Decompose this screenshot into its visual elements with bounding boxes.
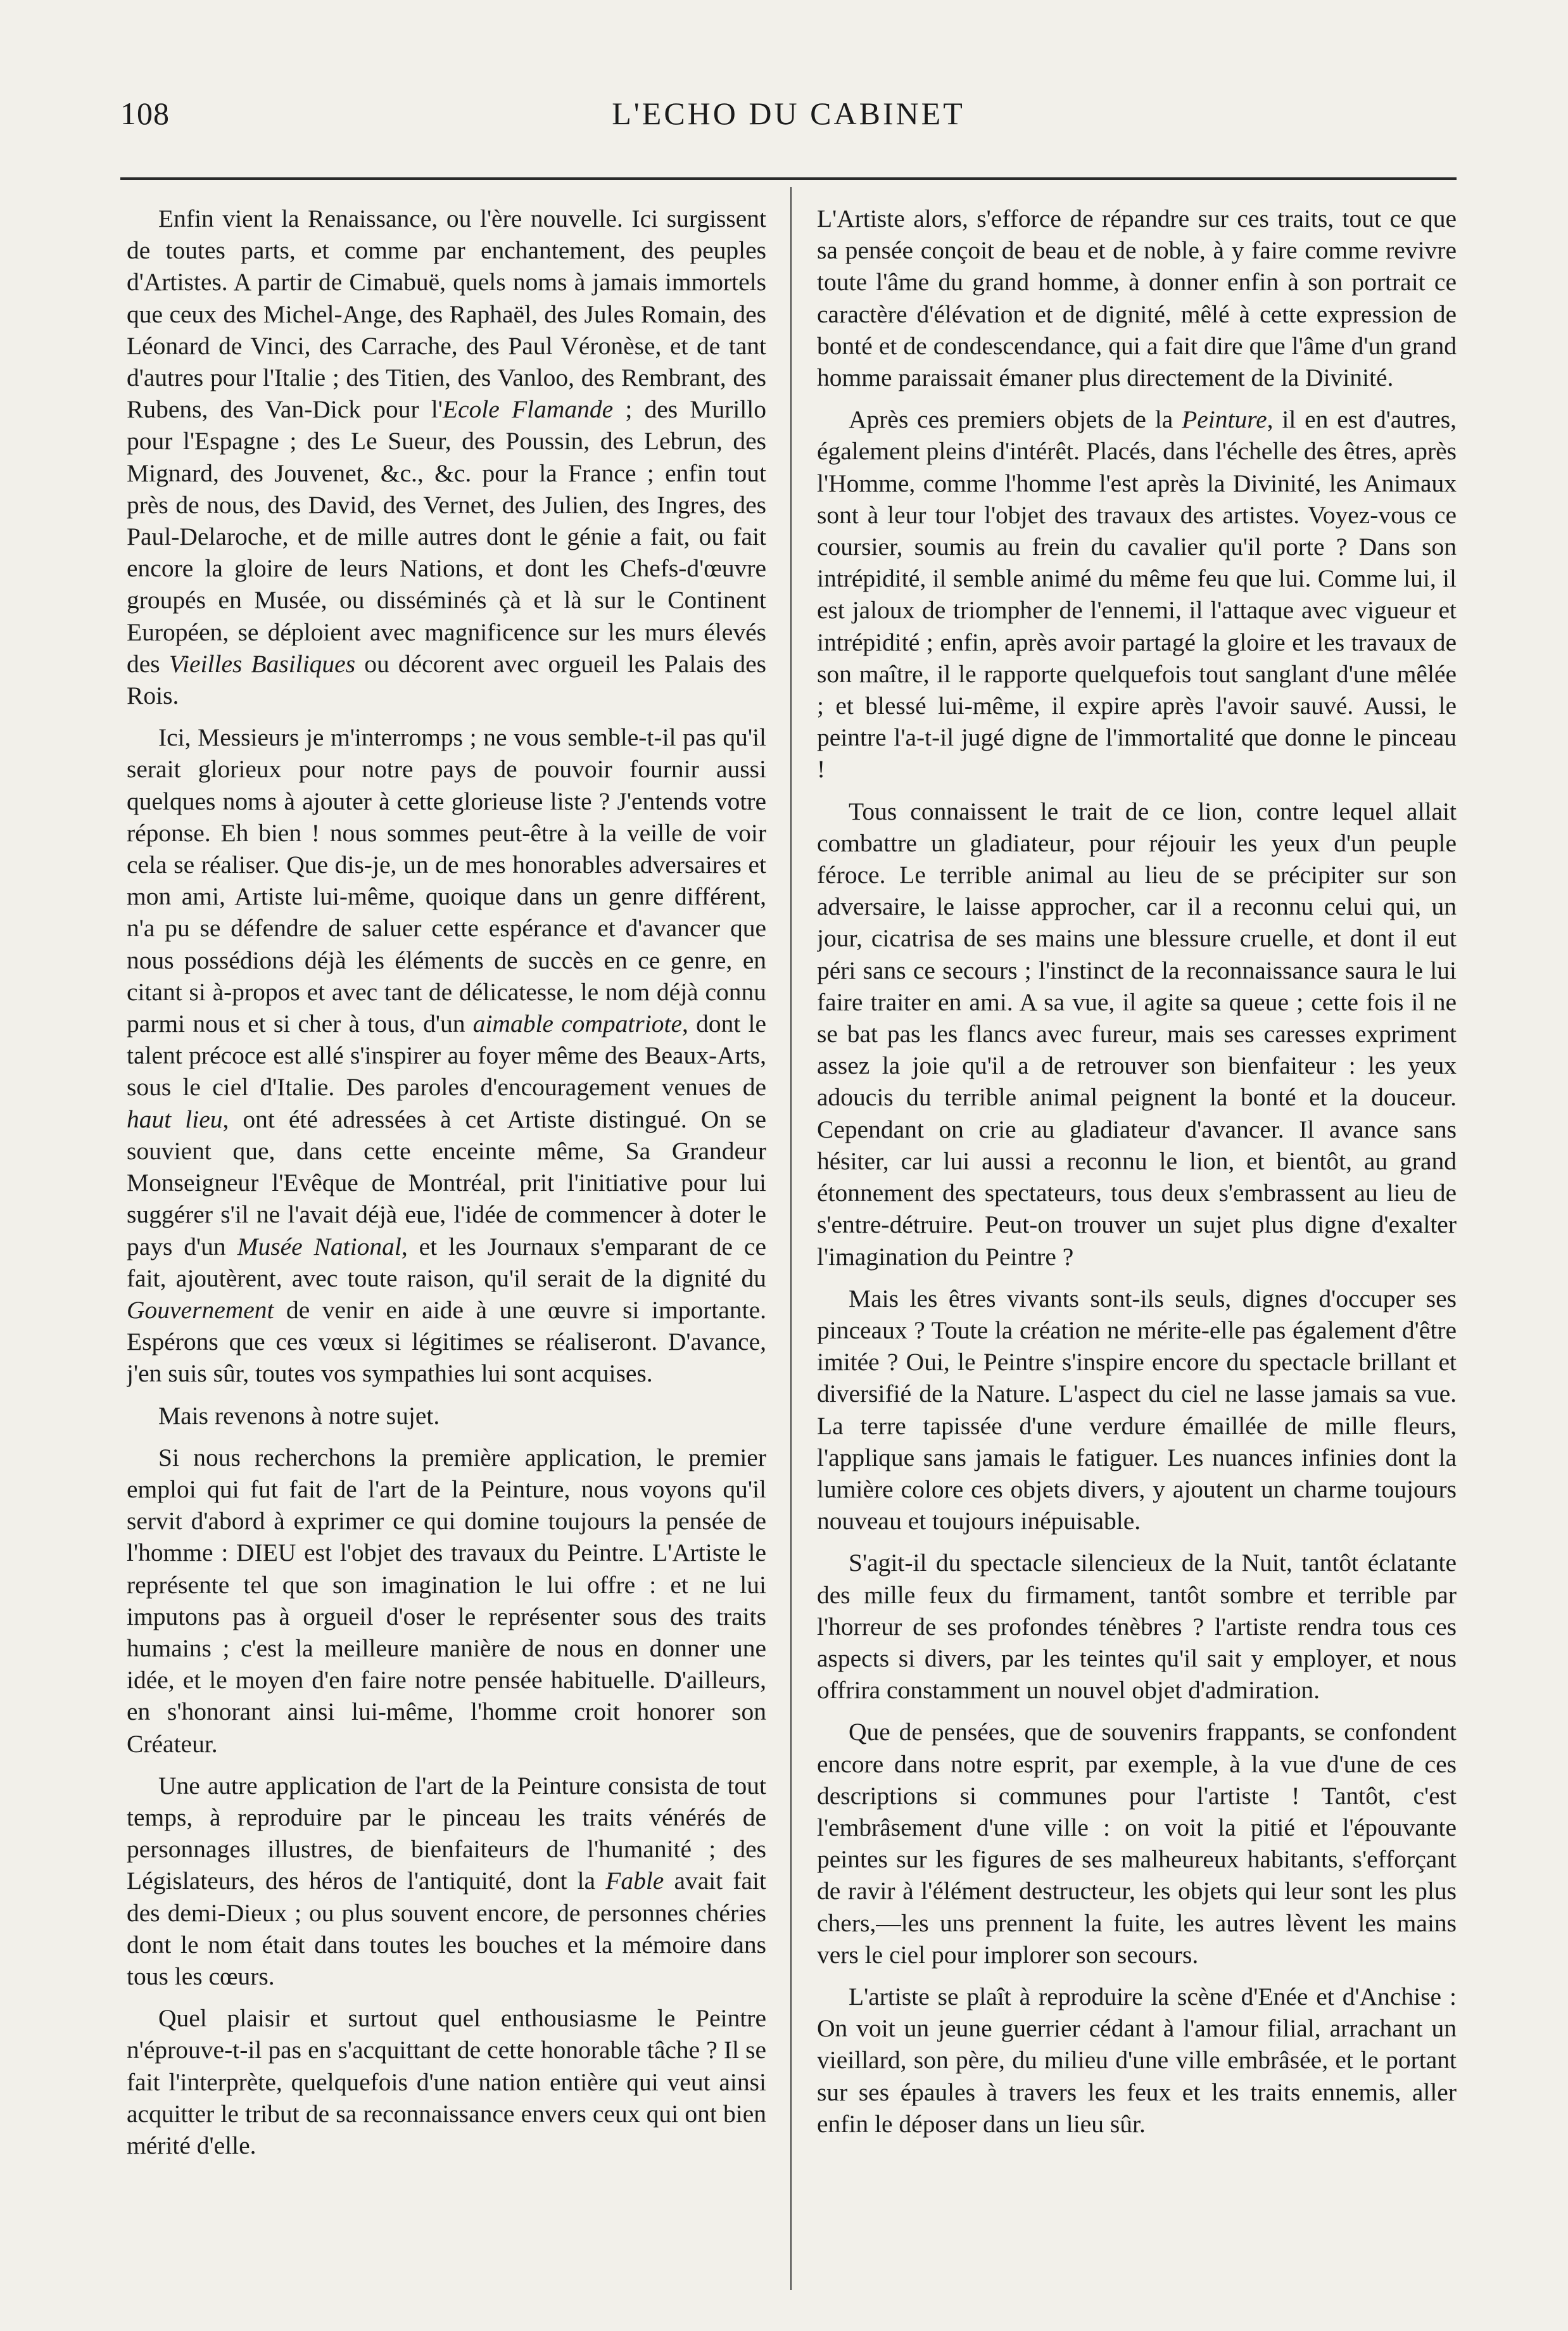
running-title: L'ECHO DU CABINET	[612, 96, 965, 131]
column-divider	[790, 187, 792, 2290]
paragraph: L'Artiste alors, s'efforce de répandre sur ces traits, tout ce que sa pensée conçoit de beau et de noble, à y faire comme revivre toute l'âme du grand homme, à donner enfin à son portrait ce caractère d'élévation et de dignité, mêlé à cette expression de bonté et de condescendance, qui a fait dire que l'âme d'un grand homme paraissait émaner plus directement de la Divinité.	[817, 205, 1457, 392]
header-rule	[120, 177, 1457, 180]
paragraph: S'agit-il du spectacle silencieux de la Nuit, tantôt éclatante des mille feux du firmament, tantôt sombre et terrible par l'horreur de ses profondes ténèbres ? l'artiste rendra tous ces aspects si divers, par les teintes qu'il sait y employer, et nous offrira constamment un nouvel objet d'admiration.	[817, 1549, 1457, 1705]
paragraph: Après ces premiers objets de la Peinture, il en est d'autres, également pleins d'intérêt. Placés, dans l'échelle des êtres, après l'Homme, comme l'homme l'est après la Divinité, les Animaux sont à leur tour l'objet des travaux des artistes. Voyez-vous ce coursier, soumis au frein du cavalier qu'il porte ? Dans son intrépidité, il semble animé du même feu que lui. Comme lui, il est jaloux de triompher de l'ennemi, il l'attaque avec vigueur et intrépidité ; enfin, après avoir partagé la gloire et les travaux de son maître, il le rapporte quelquefois tout sanglant d'une mêlée ; et blessé lui-même, il expire après l'avoir sauvé. Aussi, le peintre l'a-t-il jugé digne de l'immortalité que donne le pinceau !	[817, 405, 1457, 784]
paragraph: L'artiste se plaît à reproduire la scène d'Enée et d'Anchise : On voit un jeune guerrier cédant à l'amour filial, arrachant un vieillard, son père, du milieu d'une ville embrâsée, et le portant sur ses épaules à travers les feux et les traits ennemis, aller enfin le déposer dans un lieu sûr.	[817, 1982, 1457, 2138]
page-header	[120, 95, 1457, 146]
right-column	[817, 203, 1457, 2287]
paragraph: Tous connaissent le trait de ce lion, contre lequel allait combattre un gladiateur, pour réjouir les yeux d'un peuple féroce. Le terrible animal au lieu de se précipiter sur son adversaire, le laisse approcher, car il a reconnu celui qui, un jour, cicatrisa de ses mains une blessure cruelle, et dont il eut péri sans ce secours ; l'instinct de la reconnaissance saura le lui faire traiter en ami. A sa vue, il agite sa queue ; cette fois il ne se bat pas les flancs avec fureur, mais ses caresses expriment assez la joie qu'il a de retrouver son bienfaiteur : les yeux adoucis du terrible animal peignent la bonté et la douceur. Cependant on crie au gladiateur d'avancer. Il avance sans hésiter, car lui aussi a reconnu le lion, et bientôt, au grand étonnement des spectateurs, tous deux s'embrassent au lieu de s'entre-détruire. Peut-on trouver un sujet plus digne d'exalter l'imagination du Peintre ?	[817, 797, 1457, 1271]
paragraph: Quel plaisir et surtout quel enthousiasme le Peintre n'éprouve-t-il pas en s'acquittant de cette honorable tâche ? Il se fait l'interprète, quelquefois d'une nation entière qui veut ainsi acquitter le tribut de sa reconnaissance envers ceux qui ont bien mérité d'elle.	[127, 2004, 766, 2159]
page-number: 108	[120, 96, 170, 131]
left-column	[127, 203, 766, 2287]
paragraph: Mais les êtres vivants sont-ils seuls, dignes d'occuper ses pinceaux ? Toute la création ne mérite-elle pas également d'être imitée ? Oui, le Peintre s'inspire encore du spectacle brillant et diversifié de la Nature. L'aspect du ciel ne lasse jamais sa vue. La terre tapissée d'une verdure émaillée de mille fleurs, l'applique sans jamais le fatiguer. Les nuances infinies dont la lumière colore ces objets divers, y ajoutent un charme toujours nouveau et toujours inépuisable.	[817, 1284, 1457, 1535]
paragraph: Ici, Messieurs je m'interromps ; ne vous semble-t-il pas qu'il serait glorieux pour notre pays de pouvoir fournir aussi quelques noms à ajouter à cette glorieuse liste ? J'entends votre réponse. Eh bien ! nous sommes peut-être à la veille de voir cela se réaliser. Que dis-je, un de mes honorables adversaires et mon ami, Artiste lui-même, quoique dans un genre différent, n'a pu se défendre de saluer cette espérance et d'avancer que nous possédions déjà les éléments de succès en ce genre, en citant si à-propos et avec tant de délicatesse, le nom déjà connu parmi nous et si cher à tous, d'un aimable compatriote, dont le talent précoce est allé s'inspirer au foyer même des Beaux-Arts, sous le ciel d'Italie. Des paroles d'encouragement venues de haut lieu, ont été adressées à cet Artiste distingué. On se souvient que, dans cette enceinte même, Sa Grandeur Monseigneur l'Evêque de Montréal, prit l'initiative pour lui suggérer s'il ne l'avait déjà eue, l'idée de commencer à doter le pays d'un Musée National, et les Journaux s'emparant de ce fait, ajoutèrent, avec toute raison, qu'il serait de la dignité du Gouvernement de venir en aide à une œuvre si importante. Espérons que ces vœux si légitimes se réaliseront. D'avance, j'en suis sûr, toutes vos sympathies lui sont acquises.	[127, 723, 766, 1388]
paragraph: Si nous recherchons la première application, le premier emploi qui fut fait de l'art de la Peinture, nous voyons qu'il servit d'abord à exprimer ce qui domine toujours la pensée de l'homme : DIEU est l'objet des travaux du Peintre. L'Artiste le représente tel que son imagination le lui offre : et ne lui imputons pas à orgueil d'oser le représenter sous des traits humains ; c'est la meilleure manière de nous en donner une idée, et le moyen d'en faire notre pensée habituelle. D'ailleurs, en s'honorant ainsi lui-même, l'homme croit honorer son Créateur.	[127, 1443, 766, 1758]
paragraph: Enfin vient la Renaissance, ou l'ère nouvelle. Ici surgissent de toutes parts, et comme par enchantement, des peuples d'Artistes. A partir de Cimabuë, quels noms à jamais immortels que ceux des Michel-Ange, des Raphaël, des Jules Romain, des Léonard de Vinci, des Carrache, des Paul Véronèse, et de tant d'autres pour l'Italie ; des Titien, des Vanloo, des Rembrant, des Rubens, des Van-Dick pour l'Ecole Flamande ; des Murillo pour l'Espagne ; des Le Sueur, des Poussin, des Lebrun, des Mignard, des Jouvenet, &c., &c. pour la France ; enfin tout près de nous, des David, des Vernet, des Julien, des Ingres, des Paul-Delaroche, et de mille autres dont le génie a fait, ou fait encore la gloire de leurs Nations, et dont les Chefs-d'œuvre groupés en Musée, ou disséminés çà et là sur le Continent Européen, se déploient avec magnificence sur les murs élevés des Vieilles Basiliques ou décorent avec orgueil les Palais des Rois.	[127, 205, 766, 710]
paragraph: Que de pensées, que de souvenirs frappants, se confondent encore dans notre esprit, par exemple, à la vue d'une de ces descriptions si communes pour l'artiste ! Tantôt, c'est l'embrâsement d'une ville : on voit la pitié et l'épouvante peintes sur les figures de ses malheureux habitants, s'efforçant de ravir à l'élément destructeur, les objets qui leur sont les plus chers,—les uns prennent la fuite, les autres lèvent les mains vers le ciel pour implorer son secours.	[817, 1718, 1457, 1969]
paragraph: Une autre application de l'art de la Peinture consista de tout temps, à reproduire par le pinceau les traits vénérés de personnages illustres, de bienfaiteurs de l'humanité ; des Législateurs, des héros de l'antiquité, dont la Fable avait fait des demi-Dieux ; ou plus souvent encore, de personnes chéries dont le nom était dans toutes les bouches et la mémoire dans tous les cœurs.	[127, 1771, 766, 1990]
paragraph: Mais revenons à notre sujet.	[158, 1401, 440, 1430]
